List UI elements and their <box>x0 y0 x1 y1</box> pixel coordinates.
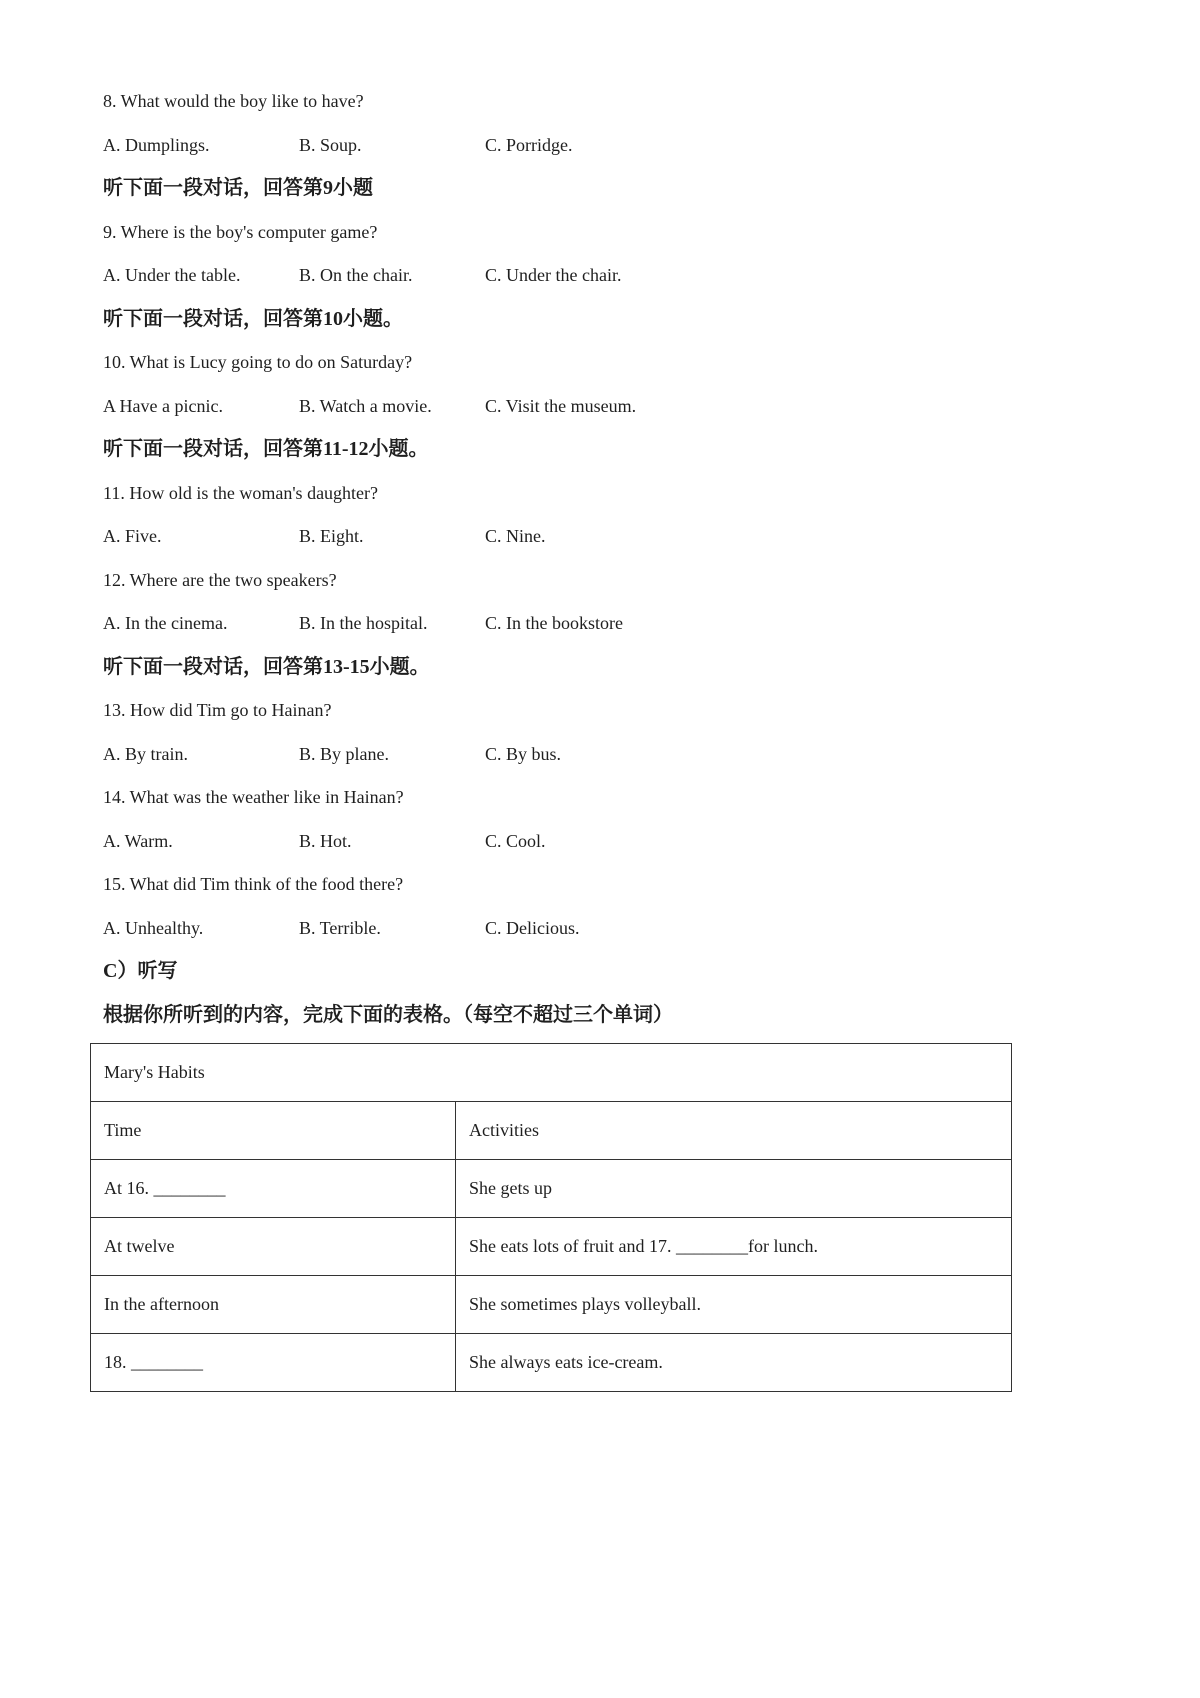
table-cell-time-1: At 16. ________ <box>91 1160 456 1218</box>
option-11-a: A. Five. <box>103 526 162 546</box>
option-13-b: B. By plane. <box>299 743 389 764</box>
table-cell-activity-4: She always eats ice-cream. <box>456 1334 1012 1392</box>
options-15 <box>103 907 1110 951</box>
option-9-c: C. Under the chair. <box>485 265 622 285</box>
table-row <box>91 1218 1012 1276</box>
option-9-b: B. On the chair. <box>299 265 413 285</box>
table-header-row <box>91 1102 1012 1160</box>
table-row <box>91 1160 1012 1218</box>
table-cell-time-4: 18. ________ <box>91 1334 456 1392</box>
table-cell-time-3: In the afternoon <box>91 1276 456 1334</box>
option-10-a: A Have a picnic. <box>103 395 223 416</box>
question-13: 13. How did Tim go to Hainan? <box>103 700 332 720</box>
section-header-9: 听下面一段对话，回答第9小题 <box>103 177 373 199</box>
table-title-row <box>91 1044 1012 1102</box>
option-13-c: C. By bus. <box>485 743 562 764</box>
table-title: Mary's Habits <box>91 1044 1012 1102</box>
option-11-c: C. Nine. <box>485 526 546 546</box>
option-15-b: B. Terrible. <box>299 917 381 938</box>
option-14-c: C. Cool. <box>485 830 546 851</box>
option-15-a: A. Unhealthy. <box>103 917 204 938</box>
option-8-a: A. Dumplings. <box>103 134 210 155</box>
question-8: 8. What would the boy like to have? <box>103 91 364 111</box>
table-cell-activity-3: She sometimes plays volleyball. <box>456 1276 1012 1334</box>
table-cell-activity-1: She gets up <box>456 1160 1012 1218</box>
table-cell-time-2: At twelve <box>91 1218 456 1276</box>
options-10 <box>103 385 1110 429</box>
part-c-instruction: 根据你所听到的内容，完成下面的表格。（每空不超过三个单词） <box>103 1003 673 1026</box>
options-12 <box>103 602 1110 646</box>
option-8-c: C. Porridge. <box>485 134 573 155</box>
question-9: 9. Where is the boy's computer game? <box>103 221 378 242</box>
option-14-b: B. Hot. <box>299 830 352 851</box>
table-header-time: Time <box>91 1102 456 1160</box>
question-12: 12. Where are the two speakers? <box>103 569 337 590</box>
table-cell-activity-2: She eats lots of fruit and 17. ________for lunch. <box>456 1218 1012 1276</box>
options-11 <box>103 515 1110 559</box>
option-11-b: B. Eight. <box>299 526 364 546</box>
table-row <box>91 1334 1012 1392</box>
option-9-a: A. Under the table. <box>103 265 241 285</box>
section-header-11-12: 听下面一段对话，回答第11-12小题。 <box>103 438 429 460</box>
option-12-a: A. In the cinema. <box>103 613 228 633</box>
option-10-b: B. Watch a movie. <box>299 395 432 416</box>
option-12-c: C. In the bookstore <box>485 613 623 633</box>
options-9 <box>103 254 1110 298</box>
question-15: 15. What did Tim think of the food there? <box>103 874 404 894</box>
options-8 <box>103 124 1110 168</box>
option-10-c: C. Visit the museum. <box>485 395 637 416</box>
option-15-c: C. Delicious. <box>485 917 580 938</box>
section-header-13-15: 听下面一段对话，回答第13-15小题。 <box>103 655 430 678</box>
options-14 <box>103 820 1110 864</box>
question-14: 14. What was the weather like in Hainan? <box>103 787 404 807</box>
question-11: 11. How old is the woman's daughter? <box>103 482 379 503</box>
table-header-activities: Activities <box>456 1102 1012 1160</box>
option-14-a: A. Warm. <box>103 830 173 851</box>
part-c-title: C）听写 <box>103 960 178 982</box>
option-12-b: B. In the hospital. <box>299 613 428 633</box>
section-header-10: 听下面一段对话，回答第10小题。 <box>103 307 403 330</box>
question-10: 10. What is Lucy going to do on Saturday? <box>103 352 413 372</box>
option-13-a: A. By train. <box>103 743 188 764</box>
table-row <box>91 1276 1012 1334</box>
option-8-b: B. Soup. <box>299 134 362 155</box>
options-13 <box>103 733 1110 777</box>
habits-table <box>90 1043 1012 1392</box>
